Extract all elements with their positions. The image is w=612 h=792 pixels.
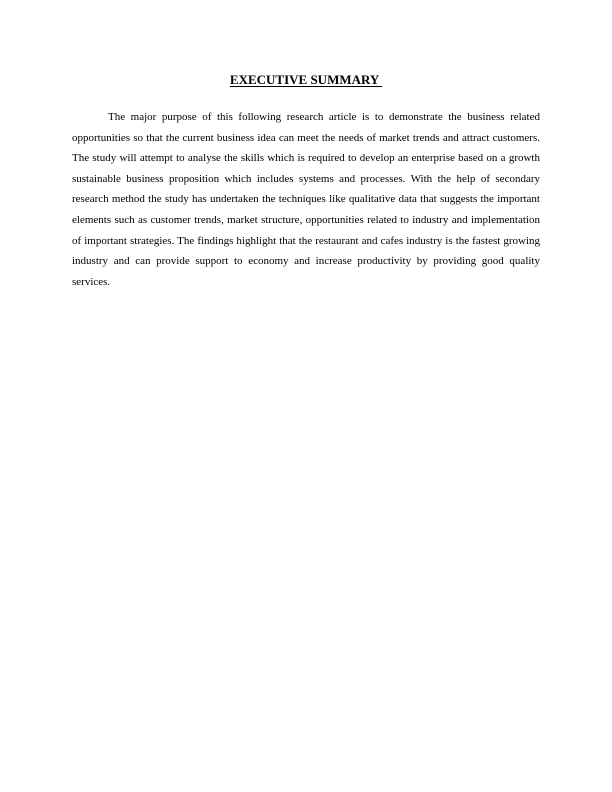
page-title: EXECUTIVE SUMMARY bbox=[229, 72, 383, 87]
summary-paragraph: The major purpose of this following research article is to demonstrate the business related opportunities so that the current business idea can meet the needs of market trends and attract customers. The study will attempt to analyse the skills which is required to develop an enterprise based on a growth sustainable business proposition which includes systems and processes. With the help of secondary research method the study has undertaken the techniques like qualitative data that suggests the important elements such as customer trends, market structure, opportunities related to industry and implementation of important strategies. The findings highlight that the restaurant and cafes industry is the fastest growing industry and can provide support to economy and increase productivity by providing good quality services. bbox=[72, 111, 540, 288]
